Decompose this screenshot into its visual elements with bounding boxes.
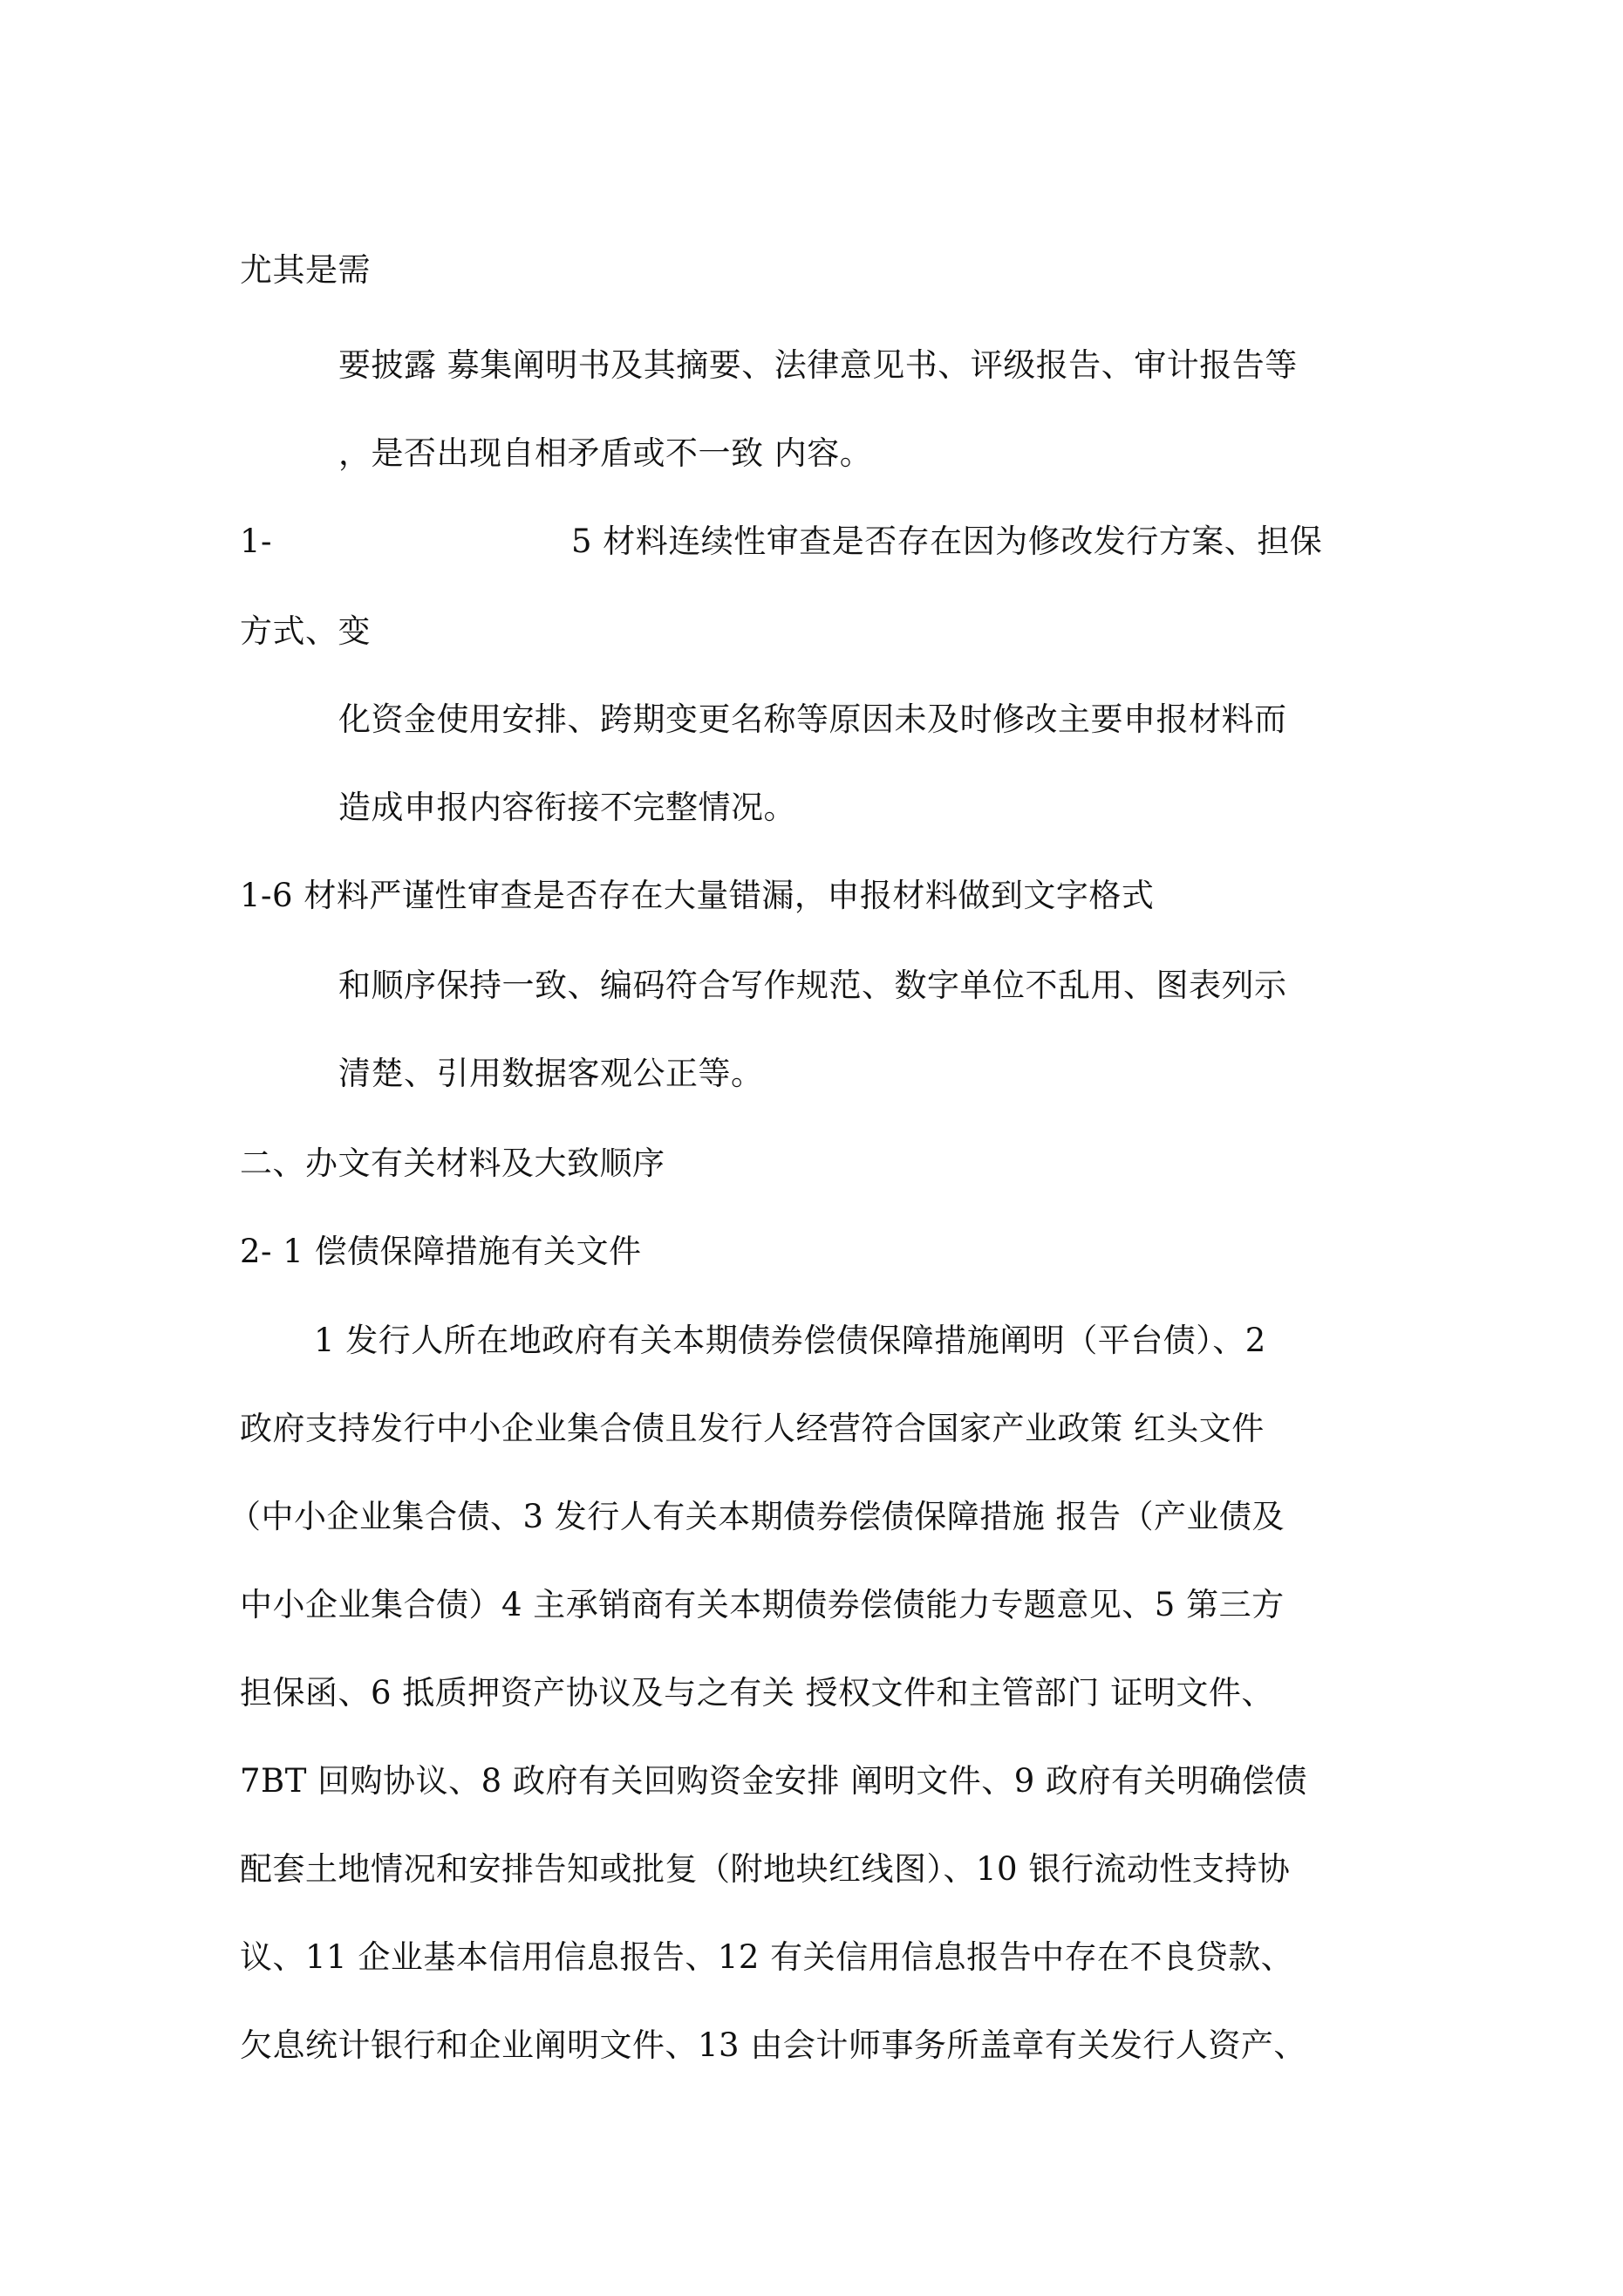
- text-line-7: 造成申报内容衔接不完整情况。: [338, 789, 796, 826]
- text-line-10: 清楚、引用数据客观公正等。: [338, 1055, 764, 1092]
- text-line-1: 尤其是需: [240, 251, 371, 289]
- paragraph-line-6: 7BT 回购协议、8 政府有关回购资金安排 阐明文件、9 政府有关明确偿债: [240, 1762, 1308, 1800]
- text-line-6: 化资金使用安排、跨期变更名称等原因未及时修改主要申报材料而: [338, 700, 1287, 738]
- paragraph-line-9: 欠息统计银行和企业阐明文件、13 由会计师事务所盖章有关发行人资产、: [240, 2026, 1306, 2064]
- paragraph-line-2: 政府支持发行中小企业集合债且发行人经营符合国家产业政策 红头文件: [240, 1410, 1265, 1447]
- text-line-2: 要披露 募集阐明书及其摘要、法律意见书、评级报告、审计报告等: [338, 346, 1298, 384]
- subsection-heading: 2- 1 偿债保障措施有关文件: [240, 1233, 642, 1270]
- paragraph-line-8: 议、11 企业基本信用信息报告、12 有关信用信息报告中存在不良贷款、: [240, 1938, 1294, 1976]
- text-line-5: 方式、变: [240, 612, 371, 650]
- paragraph-line-1: 1 发行人所在地政府有关本期债券偿债保障措施阐明（平台债）、2: [314, 1322, 1266, 1359]
- text-line-9: 和顺序保持一致、编码符合写作规范、数字单位不乱用、图表列示: [338, 967, 1287, 1004]
- text-line-4-body: 5 材料连续性审查是否存在因为修改发行方案、担保: [571, 523, 1323, 560]
- text-line-8: 1-6 材料严谨性审查是否存在大量错漏，申报材料做到文字格式: [240, 877, 1155, 914]
- text-line-3: ，是否出现自相矛盾或不一致 内容。: [338, 434, 873, 472]
- paragraph-line-5: 担保函、6 抵质押资产协议及与之有关 授权文件和主管部门 证明文件、: [240, 1674, 1274, 1712]
- text-line-4-number: 1-: [240, 523, 273, 560]
- paragraph-line-3: （中小企业集合债、3 发行人有关本期债券偿债保障措施 报告（产业债及: [228, 1498, 1285, 1535]
- paragraph-line-4: 中小企业集合债）4 主承销商有关本期债券偿债能力专题意见、5 第三方: [240, 1586, 1285, 1623]
- section-heading: 二、办文有关材料及大致顺序: [240, 1145, 665, 1182]
- paragraph-line-7: 配套土地情况和安排告知或批复（附地块红线图）、10 银行流动性支持协: [240, 1850, 1291, 1888]
